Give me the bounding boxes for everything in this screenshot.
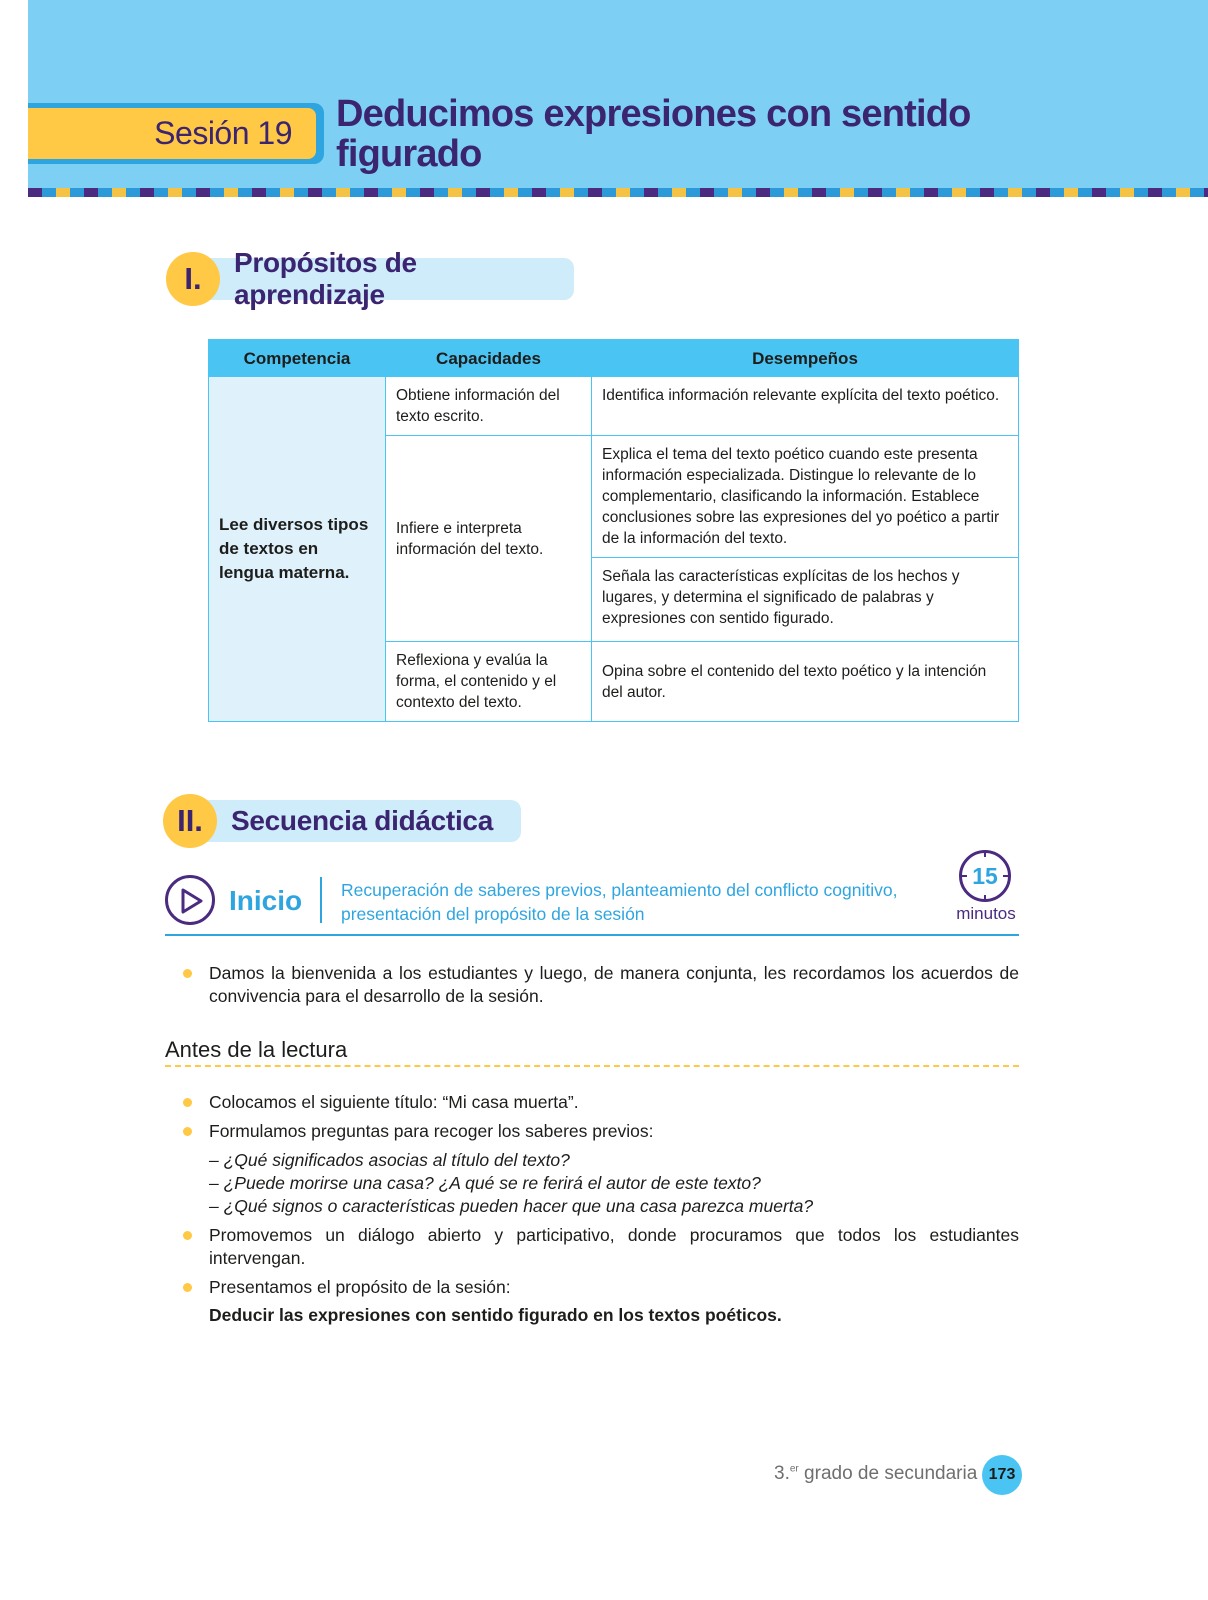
page-title: Deducimos expresiones con sentido figurado — [336, 93, 971, 175]
desempeno-cell: Explica el tema del texto poético cuando este presenta información especializada. Distingue lo relevante de lo complementario, clasificando la información. Establece conclusiones sobre las expresiones del yo poético a partir de la información del texto. — [592, 436, 1019, 558]
timer-tick — [961, 875, 967, 877]
subheading: Antes de la lectura — [165, 1037, 348, 1062]
learning-purposes-table — [208, 339, 1019, 722]
section-heading-2 — [163, 794, 521, 848]
timer-minutes: 15 — [972, 862, 998, 889]
inicio-label: Inicio — [229, 885, 303, 916]
footer-grade: 3.$^{er}$ grado de secundaria — [774, 1463, 978, 1484]
session-tab — [28, 108, 316, 159]
table-row — [209, 377, 1019, 436]
play-icon — [165, 875, 215, 925]
question-item: – ¿Qué significados asocias al título del texto? — [209, 1150, 570, 1170]
subheading-dashed-line — [165, 1065, 1019, 1067]
inicio-underline — [165, 934, 1019, 936]
competencia-cell: Lee diversos tipos de textos en lengua materna. — [209, 377, 386, 722]
section-title: Secuencia didáctica — [205, 800, 521, 842]
section-number-badge: I. — [166, 252, 220, 306]
bullet-dot — [183, 1231, 192, 1240]
bullet-paragraph: Promovemos un diálogo abierto y participativo, donde procuramos que todos los estudiantes intervengan. — [209, 1225, 1019, 1268]
bullet-paragraph: Presentamos el propósito de la sesión: — [209, 1277, 511, 1297]
desempeno-cell: Señala las características explícitas de los hechos y lugares, y determina el significado de palabras y expresiones con sentido figurado. — [592, 558, 1019, 642]
bullet-paragraph: Colocamos el siguiente título: “Mi casa muerta”. — [209, 1092, 579, 1112]
question-item: – ¿Qué signos o características pueden hacer que una casa parezca muerta? — [209, 1196, 814, 1216]
capacidad-cell: Reflexiona y evalúa la forma, el contenido y el contexto del texto. — [386, 642, 592, 722]
session-purpose: Deducir las expresiones con sentido figurado en los textos poéticos. — [209, 1305, 782, 1325]
header-desempenos: Desempeños — [592, 340, 1019, 377]
inicio-description: Recuperación de saberes previos, planteamiento del conflicto cognitivo, presentación del propósito de la sesión — [341, 880, 898, 924]
inicio-divider — [320, 877, 322, 923]
desempeno-cell: Opina sobre el contenido del texto poético y la intención del autor. — [592, 642, 1019, 722]
timer-tick — [984, 895, 986, 901]
bullet-dot — [183, 1127, 192, 1136]
header-competencia: Competencia — [209, 340, 386, 377]
desempeno-cell: Identifica información relevante explícita del texto poético. — [592, 377, 1019, 436]
section-number-badge: II. — [163, 794, 217, 848]
header-dash-strip — [28, 188, 1208, 197]
session-label: Sesión 19 — [154, 115, 292, 151]
bullet-dot — [183, 1283, 192, 1292]
bullet-paragraph: Damos la bienvenida a los estudiantes y luego, de manera conjunta, les recordamos los acuerdos de convivencia para el desarrollo de la sesión. — [209, 963, 1019, 1006]
page-number: 173 — [982, 1455, 1022, 1495]
timer-tick — [984, 851, 986, 857]
capacidad-cell: Obtiene información del texto escrito. — [386, 377, 592, 436]
timer-tick — [1003, 875, 1009, 877]
bullet-dot — [183, 969, 192, 978]
question-item: – ¿Puede morirse una casa? ¿A qué se re ferirá el autor de este texto? — [209, 1173, 761, 1193]
minutes-label: minutos — [956, 904, 1016, 923]
section-title: Propósitos de aprendizaje — [208, 258, 574, 300]
section-heading-1 — [166, 247, 574, 310]
bullet-paragraph: Formulamos preguntas para recoger los saberes previos: — [209, 1121, 654, 1141]
header-capacidades: Capacidades — [386, 340, 592, 377]
bullet-dot — [183, 1098, 192, 1107]
table-header-row — [209, 340, 1019, 377]
capacidad-cell: Infiere e interpreta información del texto. — [386, 436, 592, 642]
